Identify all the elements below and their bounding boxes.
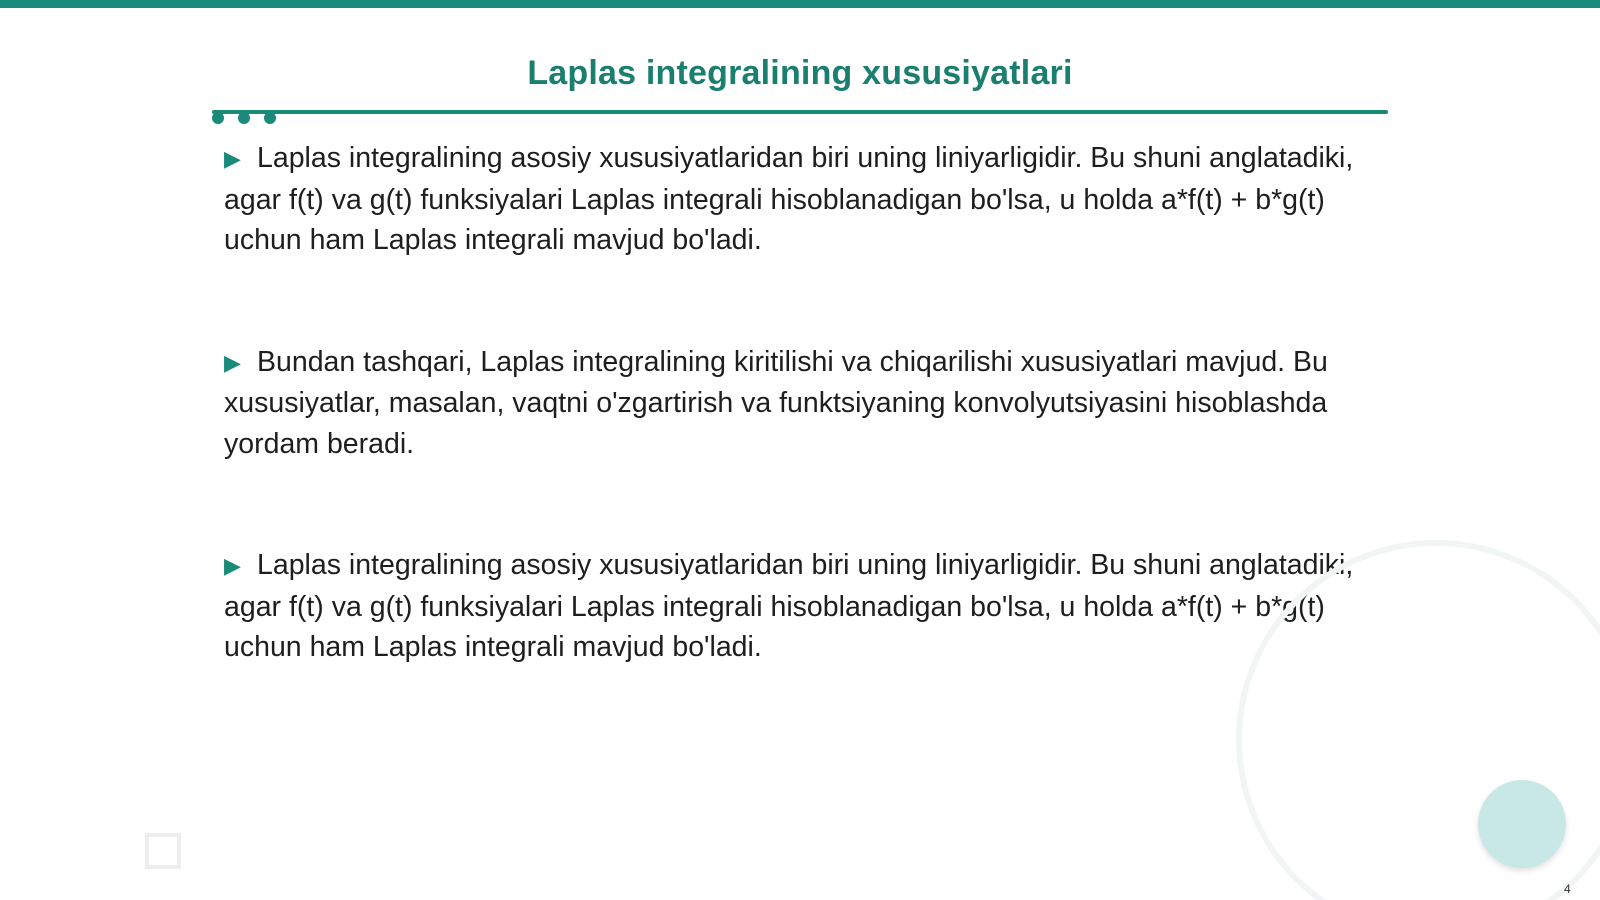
bullet-arrow-icon: ▶	[224, 349, 241, 375]
bullet-item	[224, 138, 1374, 261]
decor-dot	[212, 112, 224, 124]
bullet-text: Bundan tashqari, Laplas integralining kiritilishi va chiqarilishi xususiyatlari mavjud. Bu xususiyatlar, masalan, vaqtni o'zgartirish va funktsiyaning konvolyutsiyasini hisoblashda yordam beradi.	[224, 345, 1328, 460]
decor-square	[145, 833, 181, 869]
top-accent-bar	[0, 0, 1600, 8]
page-number: 4	[1564, 882, 1571, 896]
bullet-arrow-icon: ▶	[224, 553, 241, 578]
bullet-text: Laplas integralining asosiy xususiyatlaridan biri uning liniyarligidir. Bu shuni anglatadiki, agar f(t) va g(t) funksiyalari Laplas integrali hisoblanadigan bo'lsa, u holda a*f(t) + b*g(t) uchun ham Laplas integrali mavjud bo'ladi.	[224, 142, 1354, 256]
bullet-item	[224, 342, 1374, 465]
bullet-item	[224, 545, 1374, 668]
decor-dot	[264, 112, 276, 124]
decor-circle	[1478, 780, 1566, 868]
bullet-arrow-icon: ▶	[224, 146, 241, 171]
title-underline	[212, 110, 1388, 114]
bullet-list	[224, 138, 1374, 668]
bullet-text: Laplas integralining asosiy xususiyatlaridan biri uning liniyarligidir. Bu shuni anglatadiki, agar f(t) va g(t) funksiyalari Laplas integrali hisoblanadigan bo'lsa, u holda a*f(t) + b*g(t) uchun ham Laplas integrali mavjud bo'ladi.	[224, 549, 1354, 663]
decor-dot	[238, 112, 250, 124]
slide-title: Laplas integralining xususiyatlari	[527, 54, 1073, 92]
